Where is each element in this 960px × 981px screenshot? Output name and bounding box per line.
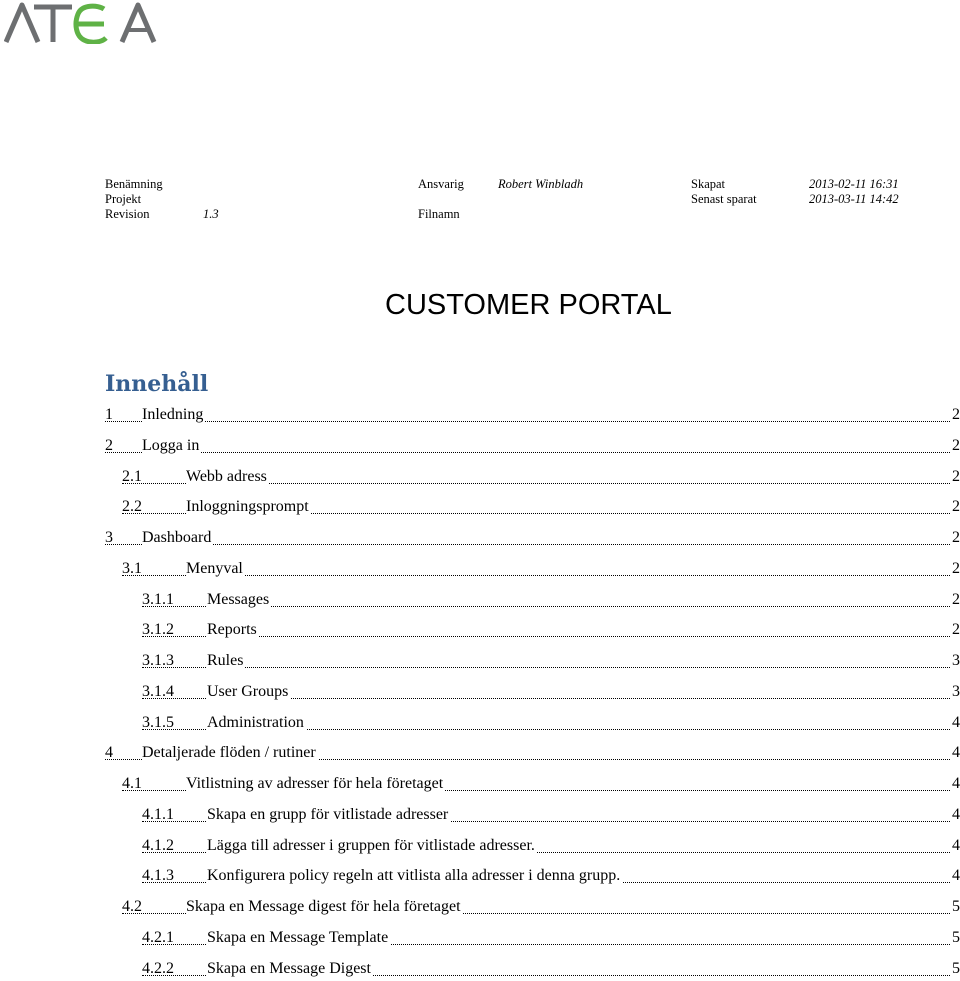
toc-entry-number: 3.1 [122,560,142,577]
toc-entry[interactable] [122,895,960,919]
skapat-label: Skapat [691,177,726,191]
toc-entry-number: 3.1.4 [142,683,174,700]
toc-entry-number: 1 [105,406,113,423]
toc-entry-page: 4 [950,864,960,888]
benamning-label: Benämning [105,177,163,191]
toc-entry-number: 3.1.1 [142,591,174,608]
toc-entry[interactable] [142,834,960,858]
toc-entry-title: Inloggningsprompt [186,495,311,519]
toc-entry-number: 3 [105,529,113,546]
toc-entry[interactable] [122,772,960,796]
toc-entry-page: 2 [950,495,960,519]
revision-value: 1.3 [203,207,219,221]
toc-entry[interactable] [122,465,960,489]
toc-entry-page: 5 [950,895,960,919]
toc-entry-title: Reports [207,618,259,642]
toc-entry-page: 4 [950,834,960,858]
toc-leader-dots [105,434,960,453]
toc-entry-page: 2 [950,618,960,642]
senast-sparat-value: 2013-03-11 14:42 [809,192,899,206]
toc-entry-title: Skapa en Message Template [207,926,390,950]
toc-leader-dots [105,403,960,422]
toc-entry[interactable] [122,495,960,519]
toc-entry-title: User Groups [207,680,290,704]
toc-entry-title: Inledning [142,403,205,427]
toc-entry-number: 3.1.2 [142,621,174,638]
toc-entry[interactable] [105,526,960,550]
toc-entry-number: 4.2 [122,898,142,915]
toc-entry-page: 4 [950,772,960,796]
toc-entry-title: Rules [207,649,245,673]
toc-entry-title: Skapa en Message Digest [207,957,373,981]
toc-entry[interactable] [142,649,960,673]
toc-entry-number: 4.2.1 [142,929,174,946]
toc-entry[interactable] [105,434,960,458]
revision-label: Revision [105,207,150,221]
filnamn-label: Filnamn [418,207,460,221]
toc-entry-page: 3 [950,649,960,673]
toc-entry-title: Konfigurera policy regeln att vitlista alla adresser i denna grupp. [207,864,622,888]
toc-entry-page: 4 [950,803,960,827]
toc-entry-number: 2.2 [122,498,142,515]
toc-entry[interactable] [142,957,960,981]
toc-entry-page: 5 [950,957,960,981]
toc-entry-number: 2 [105,437,113,454]
toc-entry-title: Skapa en Message digest för hela företaget [186,895,463,919]
toc-entry-number: 2.1 [122,468,142,485]
toc-entry-number: 4.1.1 [142,806,174,823]
toc-entry-title: Administration [207,711,306,735]
toc-leader-dots [105,526,960,545]
toc-entry-page: 3 [950,680,960,704]
logo-text: ATEA [4,2,7,3]
toc-entry[interactable] [142,618,960,642]
toc-entry-title: Logga in [142,434,201,458]
toc-entry-title: Menyval [186,557,245,581]
senast-sparat-label: Senast sparat [691,192,757,206]
toc-entry-number: 4.1.3 [142,867,174,884]
toc-entry-page: 2 [950,557,960,581]
toc-entry-page: 2 [950,526,960,550]
toc-entry[interactable] [142,926,960,950]
toc-entry-number: 4.1 [122,775,142,792]
toc-entry-number: 3.1.3 [142,652,174,669]
toc-entry-title: Dashboard [142,526,213,550]
toc-entry-page: 2 [950,465,960,489]
toc-entry-title: Detaljerade flöden / rutiner [142,741,318,765]
toc-entry-title: Vitlistning av adresser för hela företaget [186,772,445,796]
toc-entry-number: 4.2.2 [142,960,174,977]
toc-entry-title: Lägga till adresser i gruppen för vitlistade adresser. [207,834,537,858]
toc-entry[interactable] [142,588,960,612]
toc-entry[interactable] [142,711,960,735]
toc-entry-page: 4 [950,741,960,765]
toc-entry-page: 4 [950,711,960,735]
toc-entry-page: 2 [950,588,960,612]
toc-entry[interactable] [105,741,960,765]
toc-leader-dots [142,618,960,637]
toc-entry-number: 4.1.2 [142,837,174,854]
toc-heading: Innehåll [105,371,209,397]
projekt-label: Projekt [105,192,142,206]
toc-entry-page: 2 [950,403,960,427]
toc-entry[interactable] [122,557,960,581]
document-title: CUSTOMER PORTAL [385,289,672,321]
toc-leader-dots [142,649,960,668]
toc-entry-title: Webb adress [186,465,269,489]
ansvarig-label: Ansvarig [418,177,464,191]
toc-entry-page: 2 [950,434,960,458]
toc-entry-number: 3.1.5 [142,714,174,731]
skapat-value: 2013-02-11 16:31 [809,177,899,191]
toc-leader-dots [122,557,960,576]
toc-entry[interactable] [142,803,960,827]
toc-entry[interactable] [142,864,960,888]
toc-entry-number: 4 [105,744,113,761]
toc-entry-title: Messages [207,588,271,612]
ansvarig-value: Robert Winbladh [498,177,584,191]
toc-entry-title: Skapa en grupp för vitlistade adresser [207,803,450,827]
toc-entry[interactable] [142,680,960,704]
toc-entry-page: 5 [950,926,960,950]
toc-entry[interactable] [105,403,960,427]
